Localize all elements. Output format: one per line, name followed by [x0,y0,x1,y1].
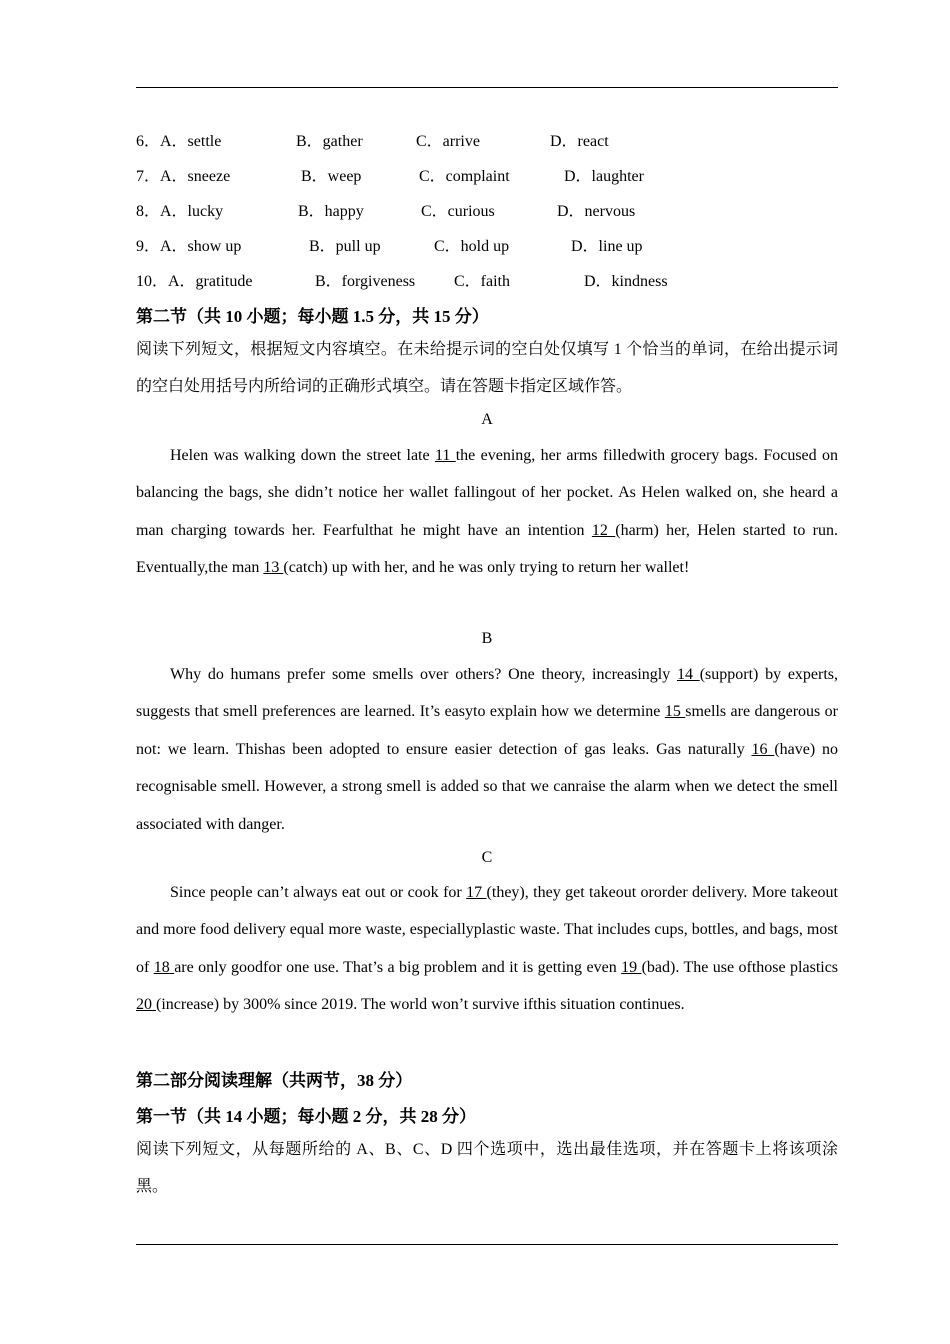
question-number: 6． [136,133,161,150]
blank-17: 17 [466,884,487,901]
passage-text: smells are dangerous or not: we learn. Thishas been adopted to ensure easier detection of gas leaks. Gas naturally [136,703,838,758]
option-d: D．line up [571,238,643,255]
blank-19: 19 [621,958,642,976]
option-a: A．show up [160,238,242,255]
passage-text: (bad). The use ofthose plastics [641,958,839,976]
passage-a-label: A [481,411,493,428]
option-c: C．arrive [416,133,480,150]
question-number: 9． [136,238,161,255]
passage-text: (catch) up with her, and he was only trying to return her wallet! [283,559,690,577]
question-number: 8． [136,203,161,220]
option-c: C．faith [454,273,510,290]
option-d: D．kindness [584,273,668,290]
passage-text: (support) by experts, suggests that smell preferences are learned. It’s easyto explain how we determine [136,666,839,721]
question-number: 7． [136,168,161,185]
passage-text: Since people can’t always eat out or cook for [170,884,467,901]
part2-instructions: 阅读下列短文，从每题所给的 A、B、C、D 四个选项中，选出最佳选项，并在答题卡上将该项涂黑。 [136,1141,838,1196]
passage-c-label: C [481,849,493,866]
passage-a [136,437,838,587]
option-d: D．nervous [557,203,636,220]
option-a: A．lucky [160,203,224,220]
blank-15: 15 [664,703,686,721]
blank-11: 11 [434,447,456,464]
option-a: A．gratitude [168,273,253,290]
blank-18: 18 [153,958,175,976]
passage-text: Helen was walking down the street late [170,447,435,464]
passage-c [136,874,838,1024]
option-b: B．gather [296,133,363,150]
blank-16: 16 [751,740,775,758]
option-c: C．complaint [419,168,510,185]
blank-13: 13 [263,559,284,577]
option-b: B．forgiveness [315,273,416,290]
option-a: A．sneeze [160,168,231,185]
header-rule [136,87,838,88]
passage-text: (have) no recognisable smell. However, a strong smell is added so that we canraise the alarm when we detect the smell associated with danger. [136,740,839,833]
option-b: B．happy [298,203,364,220]
option-c: C．hold up [434,238,510,255]
option-d: D．react [550,133,609,150]
passage-b-label: B [481,630,493,647]
footer-rule [136,1244,838,1245]
section2-instructions: 阅读下列短文，根据短文内容填空。在未给提示词的空白处仅填写 1 个恰当的单词，在给出提示词的空白处用括号内所给词的正确形式填空。请在答题卡指定区域作答。 [136,341,838,396]
part2-heading: 第二部分阅读理解（共两节，38 分） [136,1071,413,1090]
part2-section1-heading: 第一节（共 14 小题；每小题 2 分，共 28 分） [136,1107,476,1126]
passage-b [136,656,838,843]
passage-text: (harm) her, Helen started to run. Eventually,the man [136,521,839,577]
option-d: D．laughter [564,168,644,185]
option-a: A．settle [160,133,222,150]
option-b: B．pull up [309,238,381,255]
option-b: B．weep [301,168,362,185]
passage-text: (they), they get takeout ororder delivery. More takeout and more food delivery equal more waste, especiallyplastic waste. That includes cups, bottles, and bags, most of [136,884,838,976]
section2-heading: 第二节（共 10 小题；每小题 1.5 分，共 15 分） [136,307,489,326]
blank-20: 20 [136,996,156,1014]
question-number: 10． [136,273,169,290]
blank-12: 12 [591,521,616,539]
option-c: C．curious [421,203,495,220]
passage-text: the evening, her arms filledwith grocery bags. Focused on balancing the bags, she didn’t notice her wallet fallingout of her pocket. As Helen walked on, she heard a man charging towards her. Fearfulthat he might have an intention [136,447,838,539]
blank-14: 14 [676,666,700,683]
passage-text: (increase) by 300% since 2019. The world won’t survive ifthis situation continues. [156,996,685,1014]
passage-text: Why do humans prefer some smells over others? One theory, increasingly [170,666,677,683]
passage-text: are only goodfor one use. That’s a big problem and it is getting even [174,958,622,976]
